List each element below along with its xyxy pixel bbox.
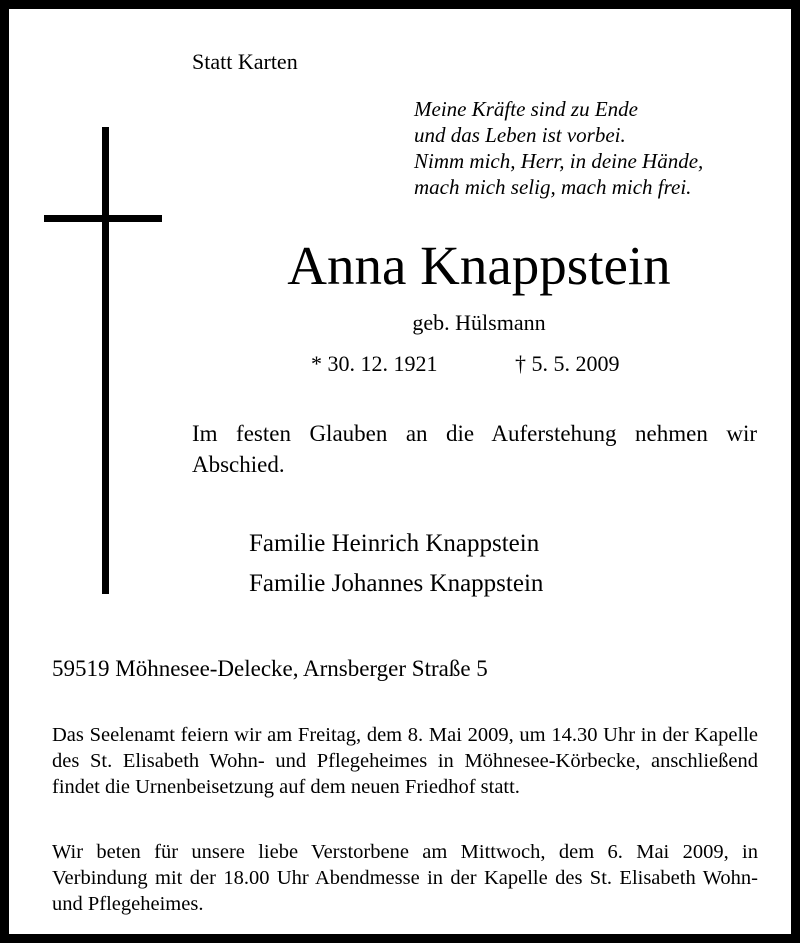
cross-horizontal-bar xyxy=(44,215,162,222)
cross-vertical-bar xyxy=(102,127,109,594)
birth-name: geb. Hülsmann xyxy=(412,310,546,335)
verse-line: und das Leben ist vorbei. xyxy=(414,123,626,147)
verse-line: mach mich selig, mach mich frei. xyxy=(414,175,692,199)
deceased-name: Anna Knappstein xyxy=(287,235,671,296)
prayer-info: Wir beten für unsere liebe Verstorbene am Mittwoch, dem 6. Mai 2009, in Verbindung mit der 18.00 Uhr Abendmesse in der Kapelle des St. Elisabeth Wohn- und Pflegeheimes. xyxy=(52,841,758,915)
address: 59519 Möhnesee-Delecke, Arnsberger Straße 5 xyxy=(52,656,488,681)
birth-date: * 30. 12. 1921 xyxy=(311,351,438,376)
verse xyxy=(414,96,703,200)
verse-line: Meine Kräfte sind zu Ende xyxy=(414,97,638,121)
service-info: Das Seelenamt feiern wir am Freitag, dem 8. Mai 2009, um 14.30 Uhr in der Kapelle des St. Elisabeth Wohn- und Pflegeheimes in Möhnesee-Körbecke, anschließend findet die Urnenbeisetzung auf dem neuen Friedhof statt. xyxy=(52,724,758,798)
verse-line: Nimm mich, Herr, in deine Hände, xyxy=(414,149,704,173)
family-name: Familie Johannes Knappstein xyxy=(249,570,544,597)
family-name: Familie Heinrich Knappstein xyxy=(249,530,540,557)
farewell-text: Im festen Glauben an die Auferstehung nehmen wir Abschied. xyxy=(192,421,757,477)
pre-title: Statt Karten xyxy=(192,49,298,74)
death-date: † 5. 5. 2009 xyxy=(515,351,620,376)
